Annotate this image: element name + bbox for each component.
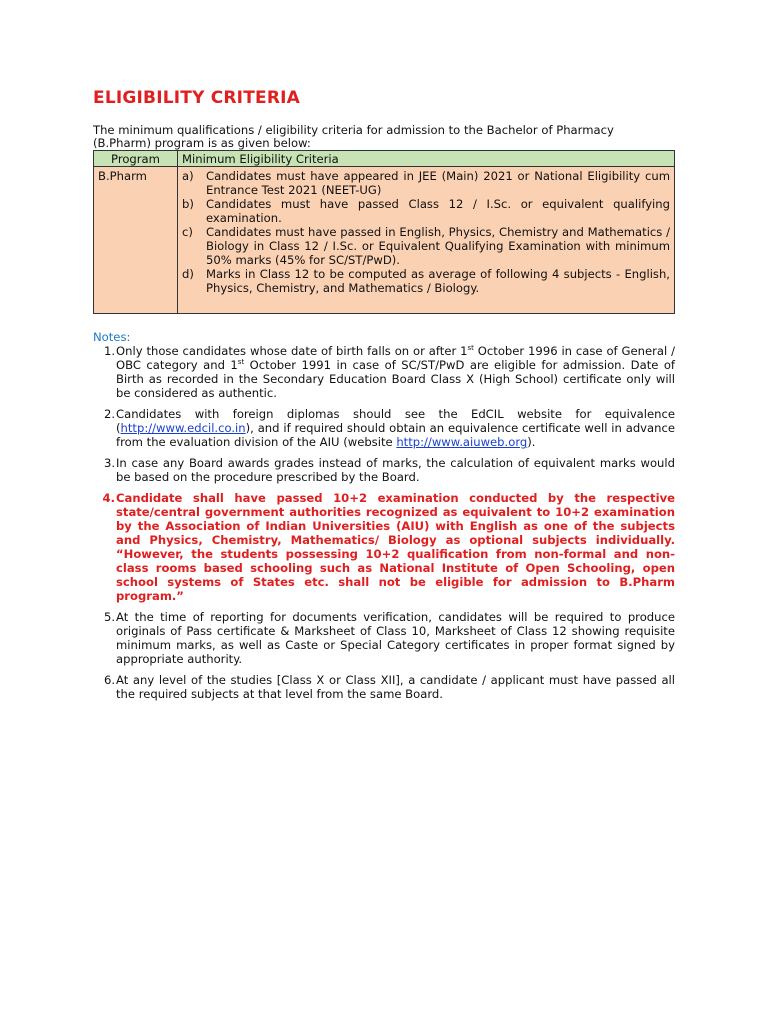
criteria-item [182, 267, 670, 295]
table-header-row [94, 151, 675, 167]
note-number: 5. [103, 610, 115, 624]
header-criteria: Minimum Eligibility Criteria [178, 151, 675, 167]
note-text: At the time of reporting for documents verification, candidates will be required to produce originals of Pass certificate & Marksheet of Class 10, Marksheet of Class 12 showing requisite minimum marks, as well as Caste or Special Category certificates in proper format signed by appropriate authority. [116, 610, 675, 666]
note-text-part: ). [527, 435, 536, 449]
note-item [93, 673, 675, 701]
criteria-text: Candidates must have passed in English, Physics, Chemistry and Mathematics / Biology in Class 12 / I.Sc. or Equivalent Qualifying Examination with minimum 50% marks (45% for SC/ST/PwD). [206, 225, 670, 267]
table-row [94, 167, 675, 314]
criteria-item [182, 169, 670, 197]
note-item-highlighted [93, 491, 675, 603]
criteria-item [182, 225, 670, 267]
note-number: 3. [103, 456, 115, 470]
note-item [93, 407, 675, 449]
criteria-letter: d) [182, 267, 194, 281]
criteria-item [182, 197, 670, 225]
criteria-cell [178, 167, 675, 314]
notes-list [93, 344, 675, 701]
note-text-part: ), and if required should obtain an equivalence certificate well in advance from the evaluation division of the AIU (website [116, 421, 675, 449]
intro-paragraph: The minimum qualifications / eligibility criteria for admission to the Bachelor of Pharmacy (B.Pharm) program is as given below: [93, 123, 614, 150]
note-item [93, 456, 675, 484]
note-text-part: October 1996 in case of General / OBC category and 1 [116, 344, 675, 372]
note-text-part: October 1991 in case of SC/ST/PwD are eligible for admission. Date of Birth as recorded in the Secondary Education Board Class X (High School) certificate only will be considered as authentic. [116, 358, 676, 400]
criteria-letter: c) [182, 225, 193, 239]
note-number: 6. [103, 673, 115, 687]
aiuweb-link[interactable]: http://www.aiuweb.org [396, 435, 528, 449]
ordinal-suffix: st [237, 358, 245, 367]
document-page [93, 88, 675, 708]
criteria-list [182, 169, 670, 295]
criteria-text: Candidates must have appeared in JEE (Main) 2021 or National Eligibility cum Entrance Test 2021 (NEET-UG) [206, 169, 670, 197]
note-number: 2. [103, 407, 115, 421]
note-number: 4. [102, 491, 115, 505]
criteria-letter: a) [182, 169, 194, 183]
criteria-letter: b) [182, 197, 194, 211]
criteria-text: Marks in Class 12 to be computed as average of following 4 subjects - English, Physics, Chemistry, and Mathematics / Biology. [206, 267, 670, 295]
note-text [115, 344, 675, 400]
eligibility-table [93, 150, 675, 314]
note-text: Candidate shall have passed 10+2 examination conducted by the respective state/central government authorities recognized as equivalent to 10+2 examination by the Association of Indian Universities (AIU) with English as one of the subjects and Physics, Chemistry, Mathematics/ Biology as optional subjects individually. “However, the students possessing 10+2 qualification from non-formal and non-class rooms based schooling such as National Institute of Open Schooling, open school systems of States etc. shall not be eligible for admission to B.Pharm program.” [116, 491, 675, 603]
note-text-part: Candidates with foreign diplomas should see the EdCIL website for equivalence ( [116, 407, 675, 435]
note-text [115, 407, 675, 449]
criteria-text: Candidates must have passed Class 12 / I.Sc. or equivalent qualifying examination. [206, 197, 670, 225]
note-number: 1. [103, 344, 115, 358]
note-item [93, 610, 675, 666]
note-item [93, 344, 675, 400]
page-title: ELIGIBILITY CRITERIA [93, 88, 300, 108]
header-program: Program [94, 151, 178, 167]
note-text-part: Only those candidates whose date of birth falls on or after 1 [116, 344, 468, 358]
note-text: In case any Board awards grades instead of marks, the calculation of equivalent marks would be based on the procedure prescribed by the Board. [116, 456, 675, 484]
ordinal-suffix: st [467, 344, 474, 353]
program-cell: B.Pharm [94, 167, 178, 314]
notes-heading: Notes: [93, 330, 131, 344]
note-text: At any level of the studies [Class X or Class XII], a candidate / applicant must have passed all the required subjects at that level from the same Board. [116, 673, 675, 701]
edcil-link[interactable]: http://www.edcil.co.in [120, 421, 246, 435]
